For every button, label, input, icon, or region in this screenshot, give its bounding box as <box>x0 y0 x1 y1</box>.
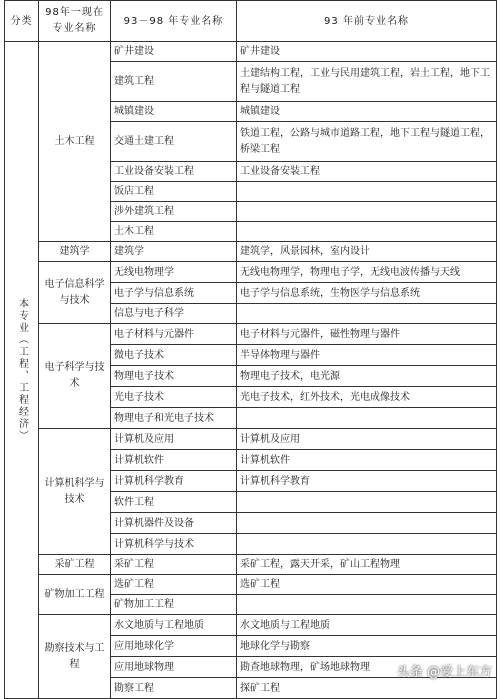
row-7-major-pre93 <box>237 222 497 242</box>
row-5-major-93-98: 饭店工程 <box>111 182 237 202</box>
row-22-major-93-98: 计算机科学与技术 <box>111 534 237 555</box>
row-1-major-pre93: 土建结构工程，工业与民用建筑工程，岩土工程，地下工程与隧道工程 <box>237 62 497 102</box>
group-dianzi-kexue: 电子科学与技术 <box>39 324 111 429</box>
row-21-major-pre93 <box>237 513 497 534</box>
group-caikuang: 采矿工程 <box>39 555 111 575</box>
row-17-major-pre93: 计算机及应用 <box>237 429 497 450</box>
row-9-major-pre93: 无线电物理学，物理电子学，无线电波传播与天线 <box>237 262 497 283</box>
row-20-major-93-98: 软件工程 <box>111 492 237 513</box>
row-29-major-pre93: 探矿工程 <box>237 678 497 699</box>
row-1-major-93-98: 建筑工程 <box>111 62 237 102</box>
row-12-major-pre93: 电子材料与元器件，磁性物理与器件 <box>237 324 497 345</box>
row-6-major-pre93 <box>237 202 497 222</box>
row-14-major-pre93: 物理电子技术，电光源 <box>237 366 497 387</box>
row-13-major-pre93: 半导体物理与器件 <box>237 345 497 366</box>
row-11-major-93-98: 信息与电子科学 <box>111 304 237 324</box>
row-11-major-pre93 <box>237 304 497 324</box>
row-19-major-93-98: 计算机科学教育 <box>111 471 237 492</box>
row-17-major-93-98: 计算机及应用 <box>111 429 237 450</box>
row-24-major-93-98: 选矿工程 <box>111 575 237 595</box>
row-4-major-93-98: 工业设备安装工程 <box>111 162 237 182</box>
group-kuangwu: 矿物加工工程 <box>39 575 111 615</box>
row-3-major-93-98: 交通土建工程 <box>111 122 237 162</box>
row-12-major-93-98: 电子材料与元器件 <box>111 324 237 345</box>
row-8-major-93-98: 建筑学 <box>111 242 237 262</box>
row-19-major-pre93: 计算机科学教育 <box>237 471 497 492</box>
row-7-major-93-98: 土木工程 <box>111 222 237 242</box>
table-row <box>5 575 497 595</box>
header-category: 分类 <box>5 1 39 42</box>
row-4-major-pre93: 工业设备安装工程 <box>237 162 497 182</box>
row-24-major-pre93: 选矿工程 <box>237 575 497 595</box>
group-dianzi-xinxi: 电子信息科学与技术 <box>39 262 111 324</box>
row-15-major-93-98: 光电子技术 <box>111 387 237 408</box>
group-jianzhu: 建筑学 <box>39 242 111 262</box>
row-26-major-pre93: 水文地质与工程地质 <box>237 615 497 636</box>
row-0-major-pre93: 矿井建设 <box>237 42 497 62</box>
row-2-major-pre93: 城镇建设 <box>237 102 497 122</box>
table-row <box>5 429 497 450</box>
table-row <box>5 324 497 345</box>
row-14-major-93-98: 物理电子技术 <box>111 366 237 387</box>
group-kancha: 勘察技术与工程 <box>39 615 111 699</box>
row-23-major-pre93: 采矿工程，露天开采，矿山工程物理 <box>237 555 497 575</box>
header-major-93-98: 93－98 年专业名称 <box>111 1 237 42</box>
row-28-major-93-98: 应用地球物理 <box>111 657 237 678</box>
row-25-major-pre93 <box>237 595 497 615</box>
table-row <box>5 615 497 636</box>
header-current-major: 98年一现在专业名称 <box>39 1 111 42</box>
row-23-major-93-98: 采矿工程 <box>111 555 237 575</box>
row-16-major-pre93 <box>237 408 497 429</box>
row-27-major-pre93: 地球化学与勘察 <box>237 636 497 657</box>
table-row <box>5 42 497 62</box>
header-major-pre93: 93 年前专业名称 <box>237 1 497 42</box>
row-28-major-pre93: 勘查地球物理，矿场地球物理 <box>237 657 497 678</box>
row-15-major-pre93: 光电子技术，红外技术，光电成像技术 <box>237 387 497 408</box>
row-13-major-93-98: 微电子技术 <box>111 345 237 366</box>
row-20-major-pre93 <box>237 492 497 513</box>
watermark: 头条 @爱上东方 <box>396 665 492 680</box>
row-25-major-93-98: 矿物加工工程 <box>111 595 237 615</box>
table-row <box>5 242 497 262</box>
row-3-major-pre93: 铁道工程，公路与城市道路工程，地下工程与隧道工程，桥梁工程 <box>237 122 497 162</box>
table-header-row <box>5 1 497 42</box>
row-9-major-93-98: 无线电物理学 <box>111 262 237 283</box>
row-27-major-93-98: 应用地球化学 <box>111 636 237 657</box>
major-comparison-table <box>4 0 497 699</box>
category-label: 本专业（工程、工程经济） <box>16 298 28 442</box>
row-18-major-pre93: 计算机软件 <box>237 450 497 471</box>
row-5-major-pre93 <box>237 182 497 202</box>
row-8-major-pre93: 建筑学，风景园林，室内设计 <box>237 242 497 262</box>
row-26-major-93-98: 水文地质与工程地质 <box>111 615 237 636</box>
row-16-major-93-98: 物理电子和光电子技术 <box>111 408 237 429</box>
row-2-major-93-98: 城镇建设 <box>111 102 237 122</box>
row-6-major-93-98: 涉外建筑工程 <box>111 202 237 222</box>
category-cell <box>5 42 39 699</box>
row-0-major-93-98: 矿井建设 <box>111 42 237 62</box>
row-18-major-93-98: 计算机软件 <box>111 450 237 471</box>
group-jisuanji: 计算机科学与技术 <box>39 429 111 555</box>
row-22-major-pre93 <box>237 534 497 555</box>
group-tumu: 土木工程 <box>39 42 111 242</box>
table-row <box>5 555 497 575</box>
row-29-major-93-98: 勘察工程 <box>111 678 237 699</box>
row-10-major-93-98: 电子学与信息系统 <box>111 283 237 304</box>
row-10-major-pre93: 电子学与信息系统，生物医学与信息系统 <box>237 283 497 304</box>
table-row <box>5 262 497 283</box>
row-21-major-93-98: 计算机器件及设备 <box>111 513 237 534</box>
